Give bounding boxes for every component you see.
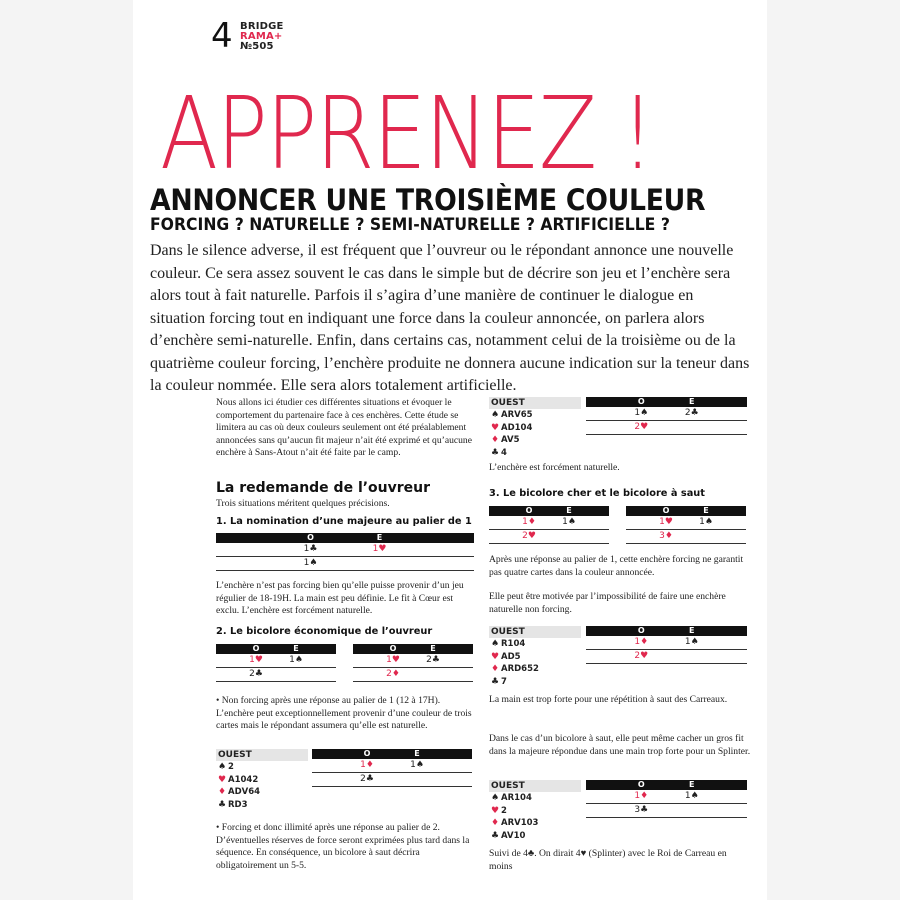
hand-suit-line: [489, 663, 581, 676]
hand-diamonds: ARD652: [501, 664, 539, 674]
table-cell: [489, 506, 509, 516]
header-e: E: [686, 506, 726, 516]
heart-icon: ♥: [491, 651, 500, 662]
hand-suit-line: [489, 434, 581, 447]
diamond-icon: ♦: [491, 435, 500, 445]
heart-icon: ♥: [491, 805, 500, 816]
hand-ouest-4: [489, 780, 581, 842]
bid-cell: 2♣: [667, 407, 718, 421]
section-intro: Trois situations méritent quelques précisions.: [216, 498, 390, 509]
spade-icon: ♠: [491, 639, 500, 649]
hand-suit-line: [216, 774, 308, 787]
page-title: APPRENEZ !: [160, 75, 654, 192]
bid-cell: 1♥: [373, 654, 413, 668]
header-e: E: [276, 644, 316, 654]
table-cell: [717, 804, 747, 818]
bid-cell: 1♦: [342, 759, 392, 773]
hand-suit-line: [489, 638, 581, 651]
hand-ouest-2: [489, 397, 581, 459]
club-icon: ♣: [218, 799, 227, 810]
bid-cell: 2♥: [616, 421, 667, 435]
header-o: O: [509, 506, 549, 516]
table-cell: [667, 421, 718, 435]
left-paragraph-4: • Forcing et donc illimité après une réponse au palier de 2. D’éventuelles réserves de force seront exprimées plus tard dans la séquence. En conséquence, un bicolore à saut décrira obligatoirement un 5-5.: [216, 822, 470, 871]
bid-cell: 1♠: [667, 636, 718, 650]
hand-suit-line: [489, 447, 581, 460]
table-cell: [726, 506, 746, 516]
bidding-table-2a: [216, 644, 336, 682]
table-cell: [345, 557, 414, 571]
hand-hearts: 2: [501, 805, 507, 816]
bid-cell: 1♥: [345, 543, 414, 557]
table-cell: [353, 654, 373, 668]
hand-header: OUEST: [489, 397, 581, 409]
hand-suit-line: [489, 805, 581, 818]
header-o: O: [236, 644, 276, 654]
table-cell: [316, 654, 336, 668]
bid-cell: 1♠: [686, 516, 726, 530]
right-paragraph-10: Suivi de 4♣. On dirait 4♥ (Splinter) avec le Roi de Carreau en moins: [489, 848, 727, 872]
table-cell: [549, 530, 589, 544]
bidding-table-4: [586, 397, 747, 435]
bid-cell: 2♣: [342, 773, 392, 787]
table-cell: [312, 773, 342, 787]
table-cell: [489, 516, 509, 530]
table-cell: [216, 644, 236, 654]
spade-icon: ♠: [491, 410, 500, 420]
hand-suit-line: [216, 761, 308, 774]
left-paragraph-3: • Non forcing après une réponse au palier de 1 (12 à 17H). L’enchère peut exceptionnellement provenir d’une couleur de trois cartes mais le répondant assumera qu’elle est naturelle.: [216, 695, 472, 731]
header-o: O: [342, 749, 392, 759]
header-e: E: [549, 506, 589, 516]
table-cell: [626, 530, 646, 544]
table-cell: [414, 557, 474, 571]
table-cell: [726, 516, 746, 530]
table-cell: [453, 644, 473, 654]
right-paragraph-5: L’enchère est forcément naturelle.: [489, 462, 620, 473]
table-cell: [667, 650, 718, 664]
table-cell: [216, 533, 276, 543]
right-paragraph-8: La main est trop forte pour une répétition à saut des Carreaux.: [489, 694, 728, 705]
table-cell: [413, 668, 453, 682]
header-o: O: [616, 780, 667, 790]
table-cell: [717, 421, 747, 435]
table-cell: [589, 516, 609, 530]
table-cell: [216, 654, 236, 668]
club-icon: ♣: [491, 830, 500, 841]
table-cell: [312, 759, 342, 773]
table-cell: [586, 650, 616, 664]
hand-spades: 2: [228, 762, 234, 772]
subsection-title-2: 2. Le bicolore économique de l’ouvreur: [216, 626, 433, 637]
hand-suit-line: [489, 676, 581, 689]
table-cell: [667, 804, 718, 818]
hand-header: OUEST: [489, 780, 581, 792]
bidding-table-5b: [626, 506, 746, 544]
magazine-brand: [240, 22, 284, 52]
table-cell: [216, 668, 236, 682]
table-cell: [353, 644, 373, 654]
header-o: O: [276, 533, 345, 543]
table-cell: [717, 397, 747, 407]
hand-diamonds: ADV64: [228, 787, 261, 797]
bid-cell: 1♠: [549, 516, 589, 530]
hand-header: OUEST: [216, 749, 308, 761]
diamond-icon: ♦: [218, 787, 227, 797]
table-cell: [717, 407, 747, 421]
hand-suit-line: [489, 422, 581, 435]
bid-cell: 1♠: [392, 759, 442, 773]
hand-suit-line: [489, 409, 581, 422]
table-cell: [312, 749, 342, 759]
club-icon: ♣: [491, 447, 500, 458]
hand-suit-line: [216, 799, 308, 812]
header-o: O: [373, 644, 413, 654]
table-cell: [589, 506, 609, 516]
table-cell: [392, 773, 442, 787]
bid-cell: 1♦: [616, 790, 667, 804]
hand-suit-line: [489, 792, 581, 805]
bid-cell: 1♦: [509, 516, 549, 530]
subsection-title-3: 3. Le bicolore cher et le bicolore à saut: [489, 488, 705, 499]
bid-cell: 2♣: [413, 654, 453, 668]
hand-hearts: AD104: [501, 422, 533, 433]
table-cell: [717, 780, 747, 790]
hand-ouest-3: [489, 626, 581, 688]
section-title: La redemande de l’ouvreur: [216, 480, 431, 496]
header-o: O: [616, 626, 667, 636]
article-heading: ANNONCER UNE TROISIÈME COULEUR: [150, 183, 706, 217]
table-cell: [216, 543, 276, 557]
bidding-table-3: [312, 749, 472, 787]
bid-cell: 2♣: [236, 668, 276, 682]
heart-icon: ♥: [491, 422, 500, 433]
hand-clubs: RD3: [228, 799, 248, 810]
bid-cell: 2♦: [373, 668, 413, 682]
brand-line1: BRIDGE: [240, 21, 284, 32]
bidding-table-6: [586, 626, 747, 664]
table-cell: [626, 516, 646, 530]
hand-diamonds: AV5: [501, 435, 520, 445]
right-paragraph-7: Elle peut être motivée par l’impossibilité de faire une enchère naturelle non forcing.: [489, 591, 726, 615]
header-e: E: [392, 749, 442, 759]
hand-suit-line: [489, 817, 581, 830]
header-o: O: [646, 506, 686, 516]
bid-cell: 1♥: [646, 516, 686, 530]
table-cell: [414, 533, 474, 543]
brand-line2: RAMA+: [240, 31, 283, 42]
hand-ouest-1: [216, 749, 308, 811]
diamond-icon: ♦: [491, 664, 500, 674]
spade-icon: ♠: [491, 793, 500, 803]
table-cell: [717, 636, 747, 650]
right-paragraph-9: Dans le cas d’un bicolore à saut, elle peut même cacher un gros fit dans la majeure répondue dans une main trop forte pour un Splinter.: [489, 733, 751, 757]
table-cell: [316, 644, 336, 654]
table-cell: [453, 654, 473, 668]
table-cell: [414, 543, 474, 557]
hand-spades: R104: [501, 639, 526, 649]
table-cell: [586, 780, 616, 790]
table-cell: [686, 530, 726, 544]
hand-diamonds: ARV103: [501, 818, 539, 828]
page-number: 4: [211, 16, 233, 56]
club-icon: ♣: [491, 676, 500, 687]
table-cell: [586, 790, 616, 804]
table-cell: [586, 636, 616, 650]
hand-suit-line: [489, 830, 581, 843]
table-cell: [316, 668, 336, 682]
hand-suit-line: [216, 786, 308, 799]
bid-cell: 3♦: [646, 530, 686, 544]
bidding-table-7: [586, 780, 747, 818]
bid-cell: 1♠: [616, 407, 667, 421]
table-cell: [586, 626, 616, 636]
table-cell: [442, 759, 472, 773]
header-e: E: [345, 533, 414, 543]
bid-cell: 1♥: [236, 654, 276, 668]
diamond-icon: ♦: [491, 818, 500, 828]
bidding-table-5a: [489, 506, 609, 544]
bid-cell: 2♥: [509, 530, 549, 544]
table-cell: [453, 668, 473, 682]
header-e: E: [667, 626, 718, 636]
hand-spades: ARV65: [501, 410, 533, 420]
table-cell: [586, 407, 616, 421]
hand-clubs: 7: [501, 676, 507, 687]
table-cell: [726, 530, 746, 544]
table-cell: [626, 506, 646, 516]
spade-icon: ♠: [218, 762, 227, 772]
hand-suit-line: [489, 651, 581, 664]
heart-icon: ♥: [218, 774, 227, 785]
header-e: E: [667, 780, 718, 790]
header-e: E: [413, 644, 453, 654]
table-cell: [276, 668, 316, 682]
subsection-title-1: 1. La nomination d’une majeure au palier de 1: [216, 516, 472, 527]
article-subheading: FORCING ? NATURELLE ? SEMI-NATURELLE ? ARTIFICIELLE ?: [150, 215, 670, 235]
table-cell: [717, 650, 747, 664]
table-cell: [589, 530, 609, 544]
table-cell: [489, 530, 509, 544]
table-cell: [353, 668, 373, 682]
table-cell: [586, 421, 616, 435]
bid-cell: 1♦: [616, 636, 667, 650]
header-o: O: [616, 397, 667, 407]
table-cell: [442, 773, 472, 787]
hand-hearts: A1042: [228, 774, 259, 785]
left-paragraph-1: Nous allons ici étudier ces différentes situations et évoquer le comportement du partenaire face à ces enchères. Cette étude se limitera au cas où deux couleurs seulement ont été préalablement annoncées sans qu’aucun fit majeur n’ait été exprimé et qu’aucune enchère à Sans-Atout n’ait été faite par le camp.: [216, 397, 472, 458]
left-paragraph-2: L’enchère n’est pas forcing bien qu’elle puisse provenir d’un jeu régulier de 18-19H. La main est peu définie. Le fit à Cœur est exclu. L’enchère est forcément naturelle.: [216, 580, 464, 616]
intro-paragraph: Dans le silence adverse, il est fréquent que l’ouvreur ou le répondant annonce une nouvelle couleur. Ce sera assez souvent le cas dans le simple but de décrire son jeu et l’enchère sera alors tout à fait naturelle. Parfois il s’agira d’une manière de continuer le dialogue en situation forcing tout en indiquant une force dans la couleur annoncée, on parlera alors d’enchère semi-naturelle. Enfin, dans certains cas, notamment celui de la troisième ou de la quatrième couleur forcing, l’enchère produite ne donnera aucune indication sur la teneur dans la couleur nommée. Elle sera alors totalement artificielle.: [150, 242, 750, 394]
bidding-table-2b: [353, 644, 473, 682]
right-paragraph-6: Après une réponse au palier de 1, cette enchère forcing ne garantit pas quatre cartes dans la couleur annoncée.: [489, 554, 744, 578]
hand-spades: AR104: [501, 793, 532, 803]
table-cell: [586, 397, 616, 407]
bid-cell: 1♠: [276, 654, 316, 668]
table-cell: [442, 749, 472, 759]
table-cell: [216, 557, 276, 571]
table-cell: [717, 790, 747, 804]
bid-cell: 1♠: [667, 790, 718, 804]
bid-cell: 1♣: [276, 543, 345, 557]
hand-clubs: AV10: [501, 830, 526, 841]
bidding-table-1: [216, 533, 474, 571]
table-cell: [717, 626, 747, 636]
hand-clubs: 4: [501, 447, 507, 458]
bid-cell: 1♠: [276, 557, 345, 571]
hand-header: OUEST: [489, 626, 581, 638]
bid-cell: 3♣: [616, 804, 667, 818]
hand-hearts: AD5: [501, 651, 521, 662]
table-cell: [586, 804, 616, 818]
bid-cell: 2♥: [616, 650, 667, 664]
issue-number: №505: [240, 41, 274, 52]
header-e: E: [667, 397, 718, 407]
